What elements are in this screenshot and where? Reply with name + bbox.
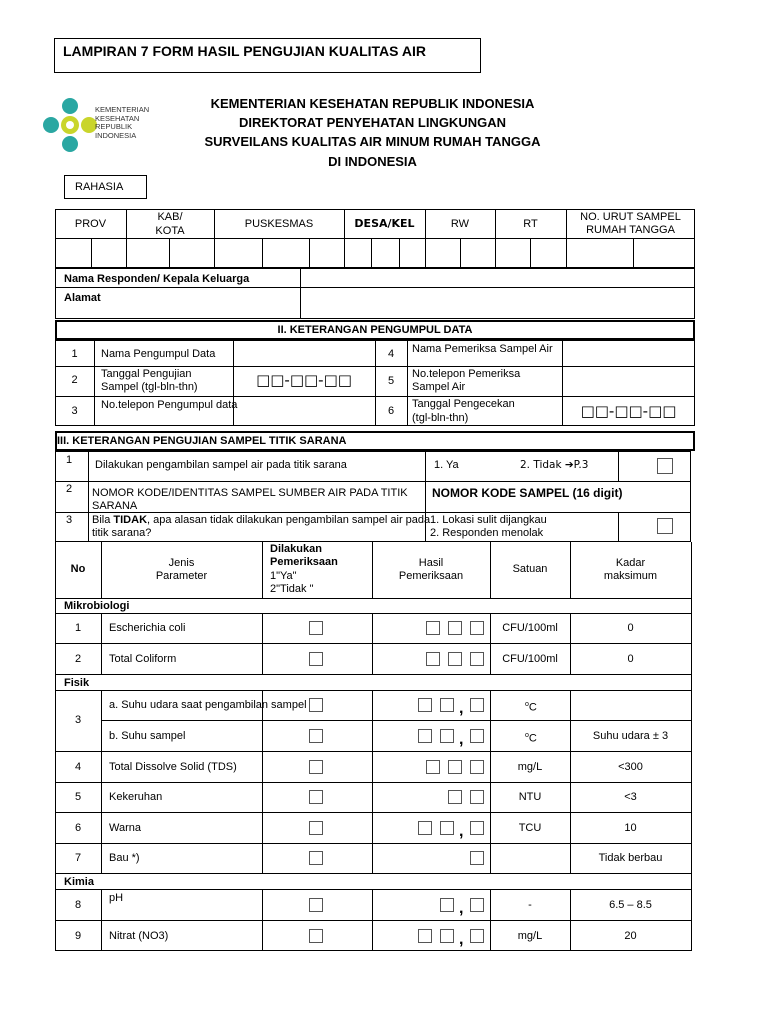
row8-param: pH: [109, 892, 124, 904]
row5-no: 5: [74, 791, 82, 803]
row5-satuan: NTU: [518, 791, 542, 803]
row4-dilakukan-checkbox[interactable]: [309, 760, 323, 774]
s3-q1-checkbox[interactable]: [657, 458, 673, 474]
row3a-hasil-box-3[interactable]: [470, 698, 484, 712]
row3a-satuan: [525, 699, 537, 714]
row3a-degree: o: [525, 701, 529, 708]
row8-hasil-box-1[interactable]: [440, 898, 454, 912]
row6-comma: ,: [459, 823, 464, 840]
s3-q1-opt-ya[interactable]: 1. Ya: [434, 459, 459, 471]
s2-r2-label-2: Sampel (tgl-bln-thn): [101, 381, 198, 393]
row9-param: Nitrat (NO3): [109, 930, 169, 942]
row1-no: 1: [74, 622, 82, 634]
respondent-address-input[interactable]: [301, 288, 694, 318]
s3-q3-text-1: [92, 514, 430, 526]
row3a-param: a. Suhu udara saat pengambilan sampel: [109, 699, 307, 711]
col-nourut-1: NO. URUT SAMPEL: [580, 211, 681, 223]
th-param-1: Jenis: [168, 557, 195, 569]
s3-q3-opt-1[interactable]: 1. Lokasi sulit dijangkau: [430, 514, 547, 526]
row4-hasil-box-1[interactable]: [426, 760, 440, 774]
s3-q3-no: 3: [66, 514, 73, 526]
row4-satuan: mg/L: [517, 761, 543, 773]
row3b-param: b. Suhu sampel: [109, 730, 186, 742]
kemenkes-logo-icon: [40, 96, 100, 156]
s2-r5-label-2: Sampel Air: [412, 381, 466, 393]
row8-hasil-box-2[interactable]: [470, 898, 484, 912]
th-param-2: Parameter: [155, 570, 208, 582]
row6-no: 6: [74, 822, 82, 834]
s3-q1-no: 1: [66, 454, 73, 466]
row2-hasil-box-3[interactable]: [470, 652, 484, 666]
logo-text-4: INDONESIA: [95, 130, 137, 140]
row1-param: Escherichia coli: [109, 622, 186, 634]
row3a-comma: ,: [459, 700, 464, 717]
row3b-degree: o: [525, 732, 529, 739]
row6-hasil-box-2[interactable]: [440, 821, 454, 835]
s3-q2-code-label: NOMOR KODE SAMPEL (16 digit): [432, 486, 623, 500]
row8-kadar: 6.5 – 8.5: [609, 899, 652, 911]
s2-r1-no: 1: [71, 348, 78, 360]
cat-kimia: Kimia: [64, 876, 94, 888]
row8-no: 8: [74, 899, 82, 911]
cat-mikrobiologi: Mikrobiologi: [64, 600, 130, 612]
s3-q3-checkbox[interactable]: [657, 518, 673, 534]
row9-dilakukan-checkbox[interactable]: [309, 929, 323, 943]
row3a-dilakukan-checkbox[interactable]: [309, 698, 323, 712]
s2-r3-no: 3: [71, 405, 78, 417]
s3-q3-text-1b: TIDAK: [113, 514, 148, 526]
row4-hasil-box-3[interactable]: [470, 760, 484, 774]
rahasia-label: RAHASIA: [75, 181, 124, 193]
row9-kadar: 20: [624, 930, 637, 942]
row3b-satuan: [525, 730, 537, 745]
col-kab-1: KAB/: [157, 211, 183, 223]
s2-r6-label-1: Tanggal Pengecekan: [412, 398, 515, 410]
respondent-name-input[interactable]: [301, 269, 694, 286]
row9-hasil-box-3[interactable]: [470, 929, 484, 943]
row3b-kadar: Suhu udara ± 3: [592, 730, 669, 742]
row4-no: 4: [74, 761, 82, 773]
col-rw: RW: [450, 218, 470, 230]
row1-hasil-box-3[interactable]: [470, 621, 484, 635]
row3b-hasil-box-2[interactable]: [440, 729, 454, 743]
s3-q3-text-1a: Bila: [92, 514, 114, 526]
th-dil-2: Pemeriksaan: [270, 556, 338, 568]
row4-hasil-box-2[interactable]: [448, 760, 462, 774]
section3-title: III. KETERANGAN PENGUJIAN SAMPEL TITIK SARANA: [57, 435, 347, 447]
th-dil-3: 1"Ya": [270, 570, 297, 582]
row7-dilakukan-checkbox[interactable]: [309, 851, 323, 865]
row3b-comma: ,: [459, 731, 464, 748]
header-line-1: KEMENTERIAN KESEHATAN REPUBLIK INDONESIA: [210, 96, 535, 111]
logo-text-2: KESEHATAN: [95, 113, 140, 123]
row3a-satuan-unit: C: [528, 701, 537, 714]
row7-param: Bau *): [109, 852, 140, 864]
s3-q2-no: 2: [66, 483, 73, 495]
row5-hasil-box-2[interactable]: [470, 790, 484, 804]
row1-kadar: 0: [627, 622, 634, 634]
row7-no: 7: [74, 852, 82, 864]
th-satuan: Satuan: [512, 563, 548, 575]
col-kab-2: KOTA: [155, 225, 185, 237]
col-puskesmas: PUSKESMAS: [244, 218, 314, 230]
s2-r3-label: No.telepon Pengumpul data: [101, 399, 238, 411]
row9-no: 9: [74, 930, 82, 942]
row2-dilakukan-checkbox[interactable]: [309, 652, 323, 666]
row3a-hasil-box-2[interactable]: [440, 698, 454, 712]
row5-dilakukan-checkbox[interactable]: [309, 790, 323, 804]
th-no: No: [70, 563, 86, 575]
col-prov: PROV: [74, 218, 107, 230]
row4-kadar: <300: [618, 761, 643, 773]
row3b-hasil-box-3[interactable]: [470, 729, 484, 743]
th-kadar-1: Kadar: [615, 557, 646, 569]
s3-q2-text-1: NOMOR KODE/IDENTITAS SAMPEL SUMBER AIR PADA TITIK: [92, 487, 408, 499]
row1-hasil-box-2[interactable]: [448, 621, 462, 635]
s3-q3-opt-2[interactable]: 2. Responden menolak: [430, 527, 544, 539]
s2-r1-label: Nama Pengumpul Data: [101, 348, 216, 360]
s3-q3-text-1c: , apa alasan tidak dilakukan pengambilan sampel air pada: [147, 514, 431, 526]
row8-comma: ,: [459, 900, 464, 917]
row8-satuan: -: [528, 899, 532, 911]
header-line-4: DI INDONESIA: [328, 154, 417, 169]
section2-title: II. KETERANGAN PENGUMPUL DATA: [277, 324, 473, 336]
s2-r2-date-boxes[interactable]: □□-□□-□□: [256, 371, 352, 389]
row1-hasil-box-1[interactable]: [426, 621, 440, 635]
row5-kadar: <3: [624, 791, 637, 803]
logo-text-1: KEMENTERIAN: [95, 105, 150, 114]
th-kadar-2: maksimum: [603, 570, 658, 582]
row2-satuan: CFU/100ml: [502, 653, 558, 665]
cat-fisik: Fisik: [64, 677, 90, 689]
col-rt: RT: [523, 218, 538, 230]
row6-param: Warna: [109, 822, 141, 834]
row7-kadar: Tidak berbau: [598, 852, 663, 864]
s2-r2-label-1: Tanggal Pengujian: [101, 368, 192, 380]
row3b-hasil-box-1[interactable]: [418, 729, 432, 743]
s2-r4-no: 4: [387, 348, 395, 360]
s2-r5-label-1: No.telepon Pemeriksa: [412, 368, 521, 380]
row9-satuan: mg/L: [517, 930, 543, 942]
row8-dilakukan-checkbox[interactable]: [309, 898, 323, 912]
s3-q1-opt-tidak[interactable]: 2. Tidak ➔P.3: [520, 459, 589, 471]
respondent-name-label: Nama Responden/ Kepala Keluarga: [64, 273, 250, 285]
row6-hasil-box-3[interactable]: [470, 821, 484, 835]
respondent-address-label: Alamat: [64, 292, 101, 304]
row3b-satuan-unit: C: [528, 732, 537, 745]
row2-param: Total Coliform: [109, 653, 177, 665]
row2-hasil-box-1[interactable]: [426, 652, 440, 666]
row2-no: 2: [74, 653, 82, 665]
row1-satuan: CFU/100ml: [502, 622, 558, 634]
th-hasil-1: Hasil: [418, 557, 444, 569]
s2-r5-no: 5: [387, 375, 395, 387]
row6-dilakukan-checkbox[interactable]: [309, 821, 323, 835]
s3-q2-text-2: SARANA: [92, 500, 138, 512]
row2-kadar: 0: [627, 653, 634, 665]
s2-r2-no: 2: [71, 374, 78, 386]
th-dil-1: Dilakukan: [270, 543, 322, 555]
row3a-hasil-box-1[interactable]: [418, 698, 432, 712]
logo-text-3: REPUBLIK: [95, 122, 133, 131]
row3b-dilakukan-checkbox[interactable]: [309, 729, 323, 743]
col-nourut-2: RUMAH TANGGA: [586, 224, 675, 236]
row2-hasil-box-2[interactable]: [448, 652, 462, 666]
form-title: LAMPIRAN 7 FORM HASIL PENGUJIAN KUALITAS AIR: [63, 43, 426, 59]
row5-hasil-box-1[interactable]: [448, 790, 462, 804]
header-line-3: SURVEILANS KUALITAS AIR MINUM RUMAH TANGGA: [204, 134, 541, 149]
row6-kadar: 10: [624, 822, 637, 834]
s3-q1-text: Dilakukan pengambilan sampel air pada titik sarana: [95, 459, 347, 471]
s2-r6-date-boxes[interactable]: □□-□□-□□: [580, 402, 677, 420]
th-hasil-2: Pemeriksaan: [398, 570, 464, 582]
s2-r4-label: Nama Pemeriksa Sampel Air: [412, 343, 553, 355]
th-dil-4: 2"Tidak ": [270, 583, 314, 595]
s2-r6-no: 6: [387, 405, 395, 417]
s3-q3-text-2: titik sarana?: [92, 527, 152, 539]
row9-hasil-box-2[interactable]: [440, 929, 454, 943]
header-line-2: DIREKTORAT PENYEHATAN LINGKUNGAN: [239, 115, 506, 130]
col-desa: DESA/KEL: [354, 217, 415, 230]
row4-param: Total Dissolve Solid (TDS): [109, 761, 237, 773]
row6-satuan: TCU: [518, 822, 542, 834]
row9-comma: ,: [459, 931, 464, 948]
row1-dilakukan-checkbox[interactable]: [309, 621, 323, 635]
row6-hasil-box-1[interactable]: [418, 821, 432, 835]
row7-hasil-box-1[interactable]: [470, 851, 484, 865]
row3-no: 3: [74, 714, 82, 726]
row9-hasil-box-1[interactable]: [418, 929, 432, 943]
row5-param: Kekeruhan: [109, 791, 163, 803]
s2-r6-label-2: (tgl-bln-thn): [412, 412, 469, 424]
